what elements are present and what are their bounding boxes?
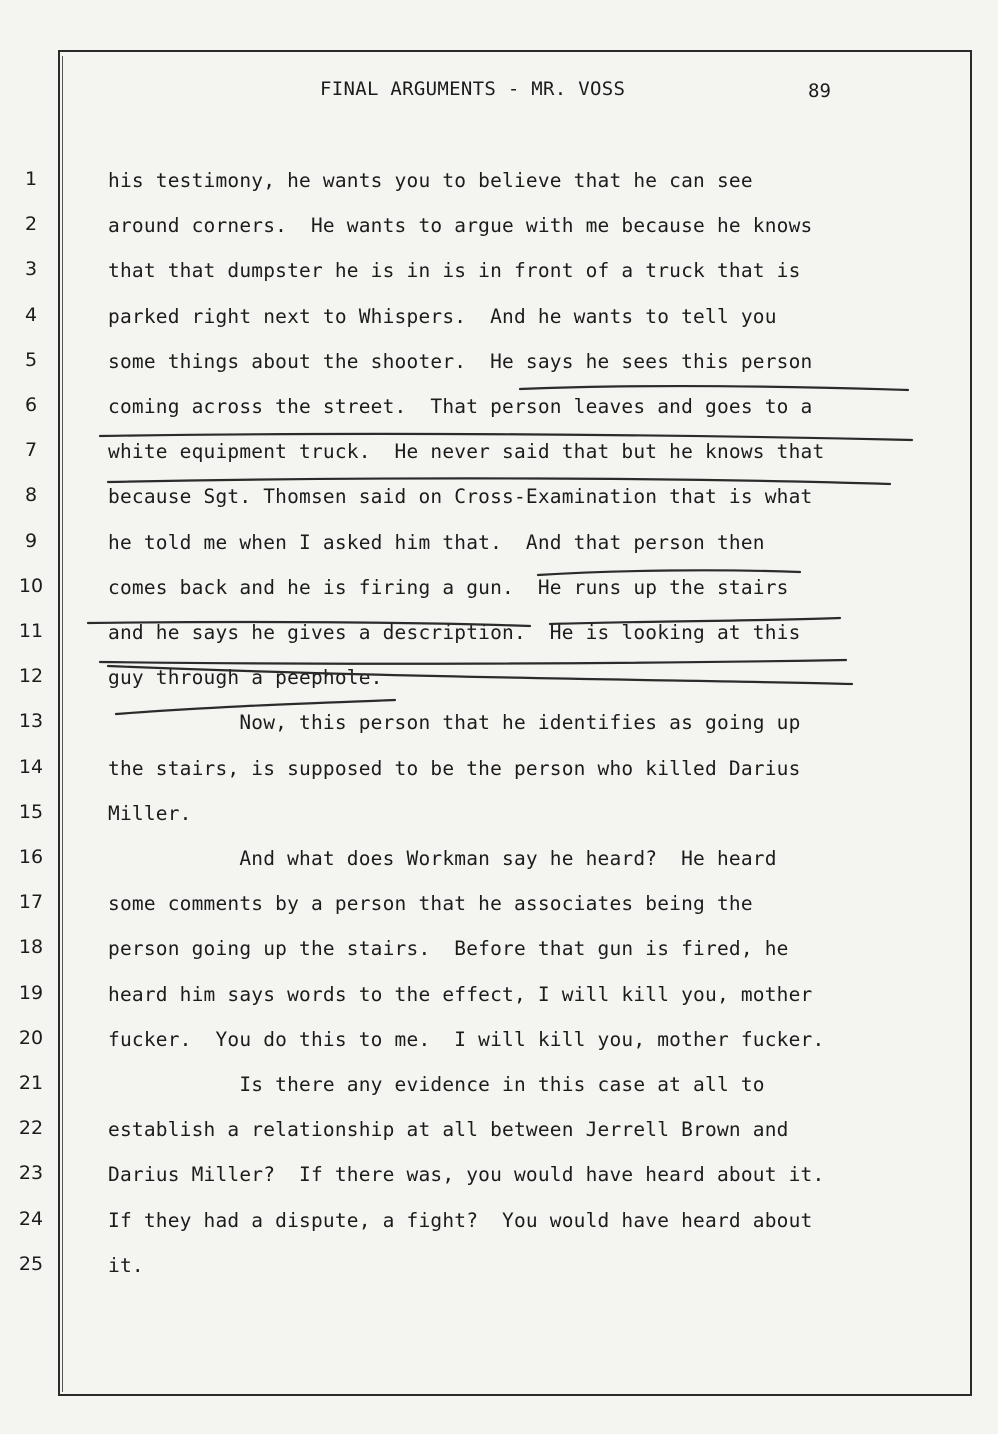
transcript-line: and he says he gives a description. He is looking at this [108, 621, 801, 644]
underline-mark [538, 570, 800, 575]
transcript-line: coming across the street. That person leaves and goes to a [108, 395, 813, 418]
underline-mark [520, 386, 908, 390]
line-number: 19 [18, 982, 44, 1004]
underline-mark [100, 434, 912, 440]
page-number: 89 [808, 80, 831, 102]
line-number: 16 [18, 846, 44, 868]
transcript-line: comes back and he is firing a gun. He runs up the stairs [108, 576, 789, 599]
transcript-line: that that dumpster he is in is in front of a truck that is [108, 259, 801, 282]
transcript-line: guy through a peephole. [108, 666, 383, 689]
underline-mark [108, 666, 852, 684]
line-number: 7 [24, 439, 38, 461]
transcript-line: the stairs, is supposed to be the person who killed Darius [108, 757, 801, 780]
underline-mark [108, 478, 890, 484]
transcript-line: his testimony, he wants you to believe that he can see [108, 169, 753, 192]
transcript-line: he told me when I asked him that. And that person then [108, 531, 765, 554]
transcript-line: Is there any evidence in this case at all to [108, 1073, 765, 1096]
transcript-line: because Sgt. Thomsen said on Cross-Examination that is what [108, 485, 813, 508]
line-number: 13 [18, 710, 44, 732]
line-number: 25 [18, 1253, 44, 1275]
transcript-line: heard him says words to the effect, I will kill you, mother [108, 983, 813, 1006]
transcript-line: If they had a dispute, a fight? You would have heard about [108, 1209, 813, 1232]
line-number: 11 [18, 620, 44, 642]
line-number: 21 [18, 1072, 44, 1094]
line-number: 2 [24, 213, 38, 235]
line-number: 12 [18, 665, 44, 687]
underline-mark [550, 618, 840, 624]
line-number: 10 [18, 575, 44, 597]
transcript-line: Darius Miller? If there was, you would have heard about it. [108, 1163, 825, 1186]
transcript-line: around corners. He wants to argue with me because he knows [108, 214, 813, 237]
transcript-line: person going up the stairs. Before that gun is fired, he [108, 937, 789, 960]
line-number: 17 [18, 891, 44, 913]
line-number: 8 [24, 484, 38, 506]
line-number: 22 [18, 1117, 44, 1139]
transcript-line: it. [108, 1254, 144, 1277]
line-number: 24 [18, 1208, 44, 1230]
line-number: 14 [18, 756, 44, 778]
transcript-line: Miller. [108, 802, 192, 825]
transcript-line: And what does Workman say he heard? He heard [108, 847, 777, 870]
underline-mark [100, 660, 846, 664]
line-number: 15 [18, 801, 44, 823]
line-number: 23 [18, 1162, 44, 1184]
line-number: 9 [24, 530, 38, 552]
transcript-line: white equipment truck. He never said that but he knows that [108, 440, 825, 463]
transcript-line: some things about the shooter. He says he sees this person [108, 350, 813, 373]
line-number: 5 [24, 349, 38, 371]
line-number: 3 [24, 258, 38, 280]
underline-mark [88, 622, 530, 626]
line-number: 1 [24, 168, 38, 190]
line-number: 6 [24, 394, 38, 416]
transcript-line: some comments by a person that he associates being the [108, 892, 753, 915]
transcript-line: fucker. You do this to me. I will kill you, mother fucker. [108, 1028, 825, 1051]
underline-mark [116, 700, 395, 714]
transcript-line: establish a relationship at all between Jerrell Brown and [108, 1118, 789, 1141]
page-title: FINAL ARGUMENTS - MR. VOSS [320, 78, 626, 100]
transcript-line: parked right next to Whispers. And he wants to tell you [108, 305, 777, 328]
line-number: 4 [24, 304, 38, 326]
line-number: 18 [18, 936, 44, 958]
transcript-line: Now, this person that he identifies as going up [108, 711, 801, 734]
line-number: 20 [18, 1027, 44, 1049]
